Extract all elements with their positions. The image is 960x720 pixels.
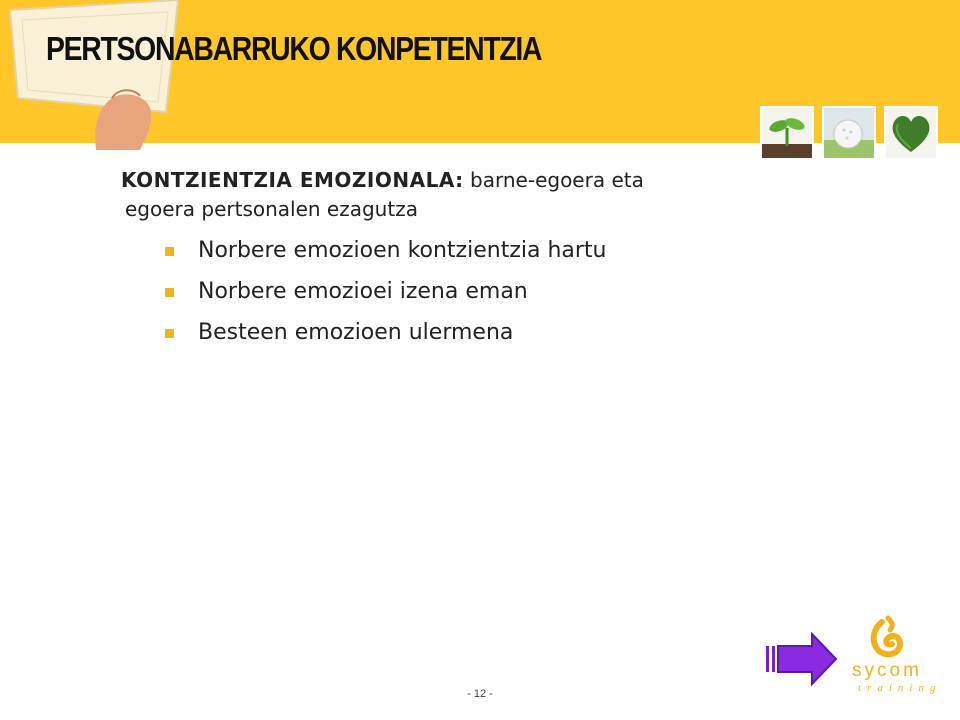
bullet-text: Norbere emozioen kontzientzia hartu	[198, 238, 607, 263]
hand-holding-card-image	[0, 0, 200, 150]
lead-paragraph	[121, 166, 841, 224]
slide-content	[121, 166, 841, 361]
bullet-text: Norbere emozioei izena eman	[198, 279, 528, 304]
list-item	[121, 320, 841, 346]
logo-wordmark: sycom	[852, 660, 922, 681]
lead-term: KONTZIENTZIA EMOZIONALA:	[121, 168, 464, 192]
slide-title: PERTSONABARRUKO KONPETENTZIA	[46, 30, 542, 67]
golf-ball-image	[822, 106, 876, 160]
lead-text-line1: barne-egoera eta	[463, 168, 644, 192]
square-bullet-icon	[165, 329, 174, 338]
square-bullet-icon	[165, 247, 174, 256]
list-item	[121, 238, 841, 264]
lead-text-line2: egoera pertsonalen ezagutza	[125, 197, 418, 221]
page-number: - 12 -	[467, 688, 493, 700]
logo-subtitle: training	[858, 682, 942, 694]
square-bullet-icon	[165, 288, 174, 297]
bullet-list	[121, 238, 841, 346]
list-item	[121, 279, 841, 305]
bullet-text: Besteen emozioen ulermena	[198, 320, 514, 345]
sprout-image	[760, 106, 814, 160]
next-arrow-icon[interactable]	[766, 632, 838, 688]
heart-leaves-image	[884, 106, 938, 160]
